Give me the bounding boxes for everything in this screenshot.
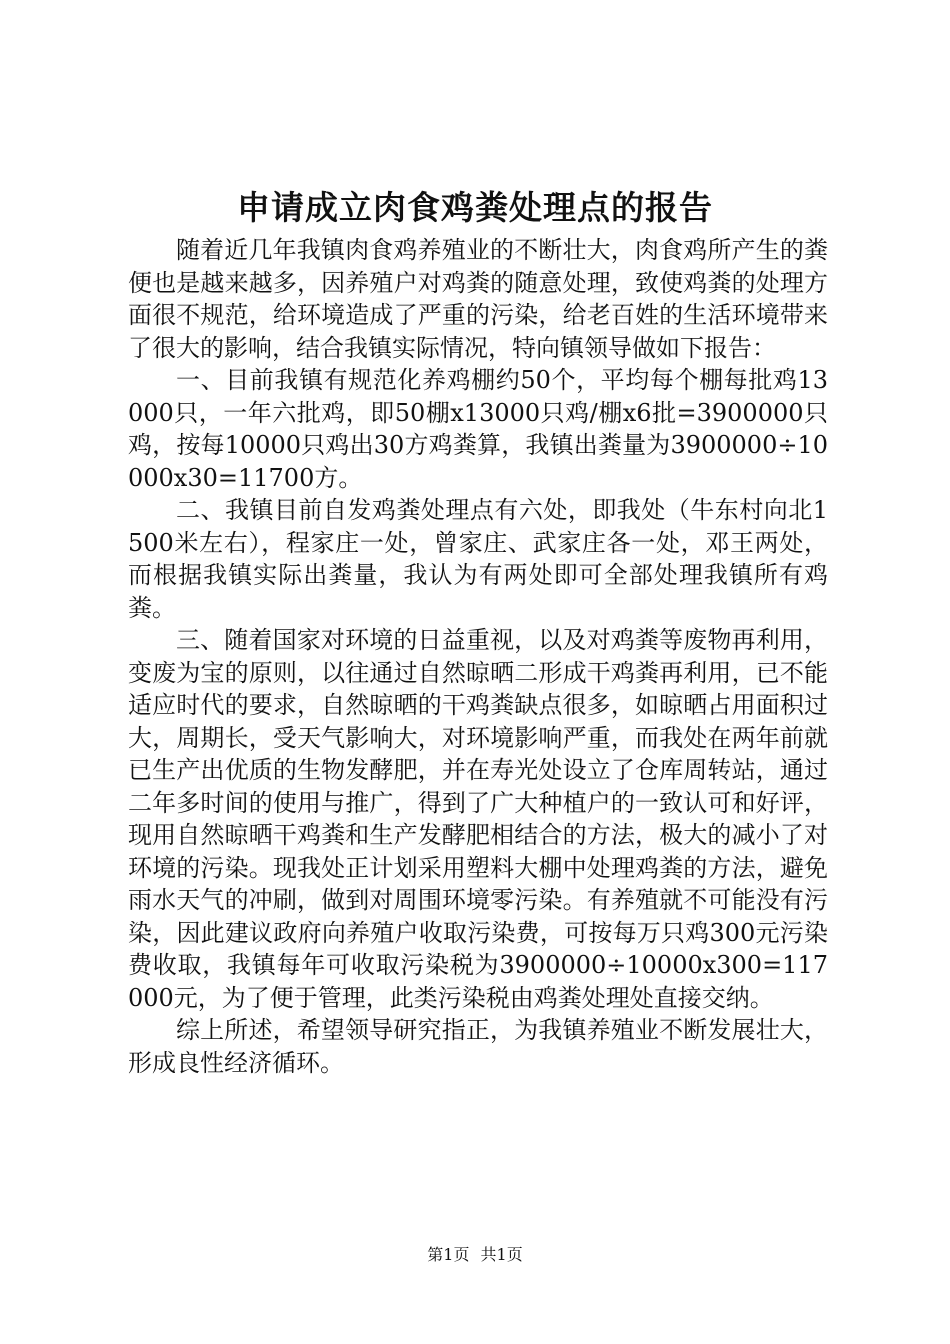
paragraph-section-2: 二、我镇目前自发鸡粪处理点有六处，即我处（牛东村向北1500米左右），程家庄一处，曾家庄、武家庄各一处，邓王两处，而根据我镇实际出粪量，我认为有两处即可全部处理我镇所有鸡粪。 <box>128 496 828 622</box>
document-title: 申请成立肉食鸡粪处理点的报告 <box>237 188 713 227</box>
page-footer <box>0 1244 950 1266</box>
page-number: 第1页 <box>427 1245 470 1264</box>
paragraph-intro: 随着近几年我镇肉食鸡养殖业的不断壮大，肉食鸡所产生的粪便也是越来越多，因养殖户对鸡粪的随意处理，致使鸡粪的处理方面很不规范，给环境造成了严重的污染，给老百姓的生活环境带来了很大的影响，结合我镇实际情况，特向镇领导做如下报告： <box>128 236 828 362</box>
document-body <box>128 234 828 1079</box>
paragraph-section-1: 一、目前我镇有规范化养鸡棚约50个，平均每个棚每批鸡13000只，一年六批鸡，即50棚x13000只鸡/棚x6批=3900000只鸡，按每10000只鸡出30方鸡粪算，我镇出粪量为3900000÷10000x30=11700方。 <box>128 366 828 492</box>
paragraph-conclusion: 综上所述，希望领导研究指正，为我镇养殖业不断发展壮大，形成良性经济循环。 <box>128 1016 828 1077</box>
paragraph-section-3: 三、随着国家对环境的日益重视，以及对鸡粪等废物再利用，变废为宝的原则，以往通过自然晾晒二形成干鸡粪再利用，已不能适应时代的要求，自然晾晒的干鸡粪缺点很多，如晾晒占用面积过大，周期长，受天气影响大，对环境影响严重，而我处在两年前就已生产出优质的生物发酵肥，并在寿光处设立了仓库周转站，通过二年多时间的使用与推广，得到了广大种植户的一致认可和好评，现用自然晾晒干鸡粪和生产发酵肥相结合的方法，极大的减小了对环境的污染。现我处正计划采用塑料大棚中处理鸡粪的方法，避免雨水天气的冲刷，做到对周围环境零污染。有养殖就不可能没有污染，因此建议政府向养殖户收取污染费，可按每万只鸡300元污染费收取，我镇每年可收取污染税为3900000÷10000x300=117000元，为了便于管理，此类污染税由鸡粪处理处直接交纳。 <box>128 626 828 1012</box>
page-total: 共1页 <box>480 1245 523 1264</box>
